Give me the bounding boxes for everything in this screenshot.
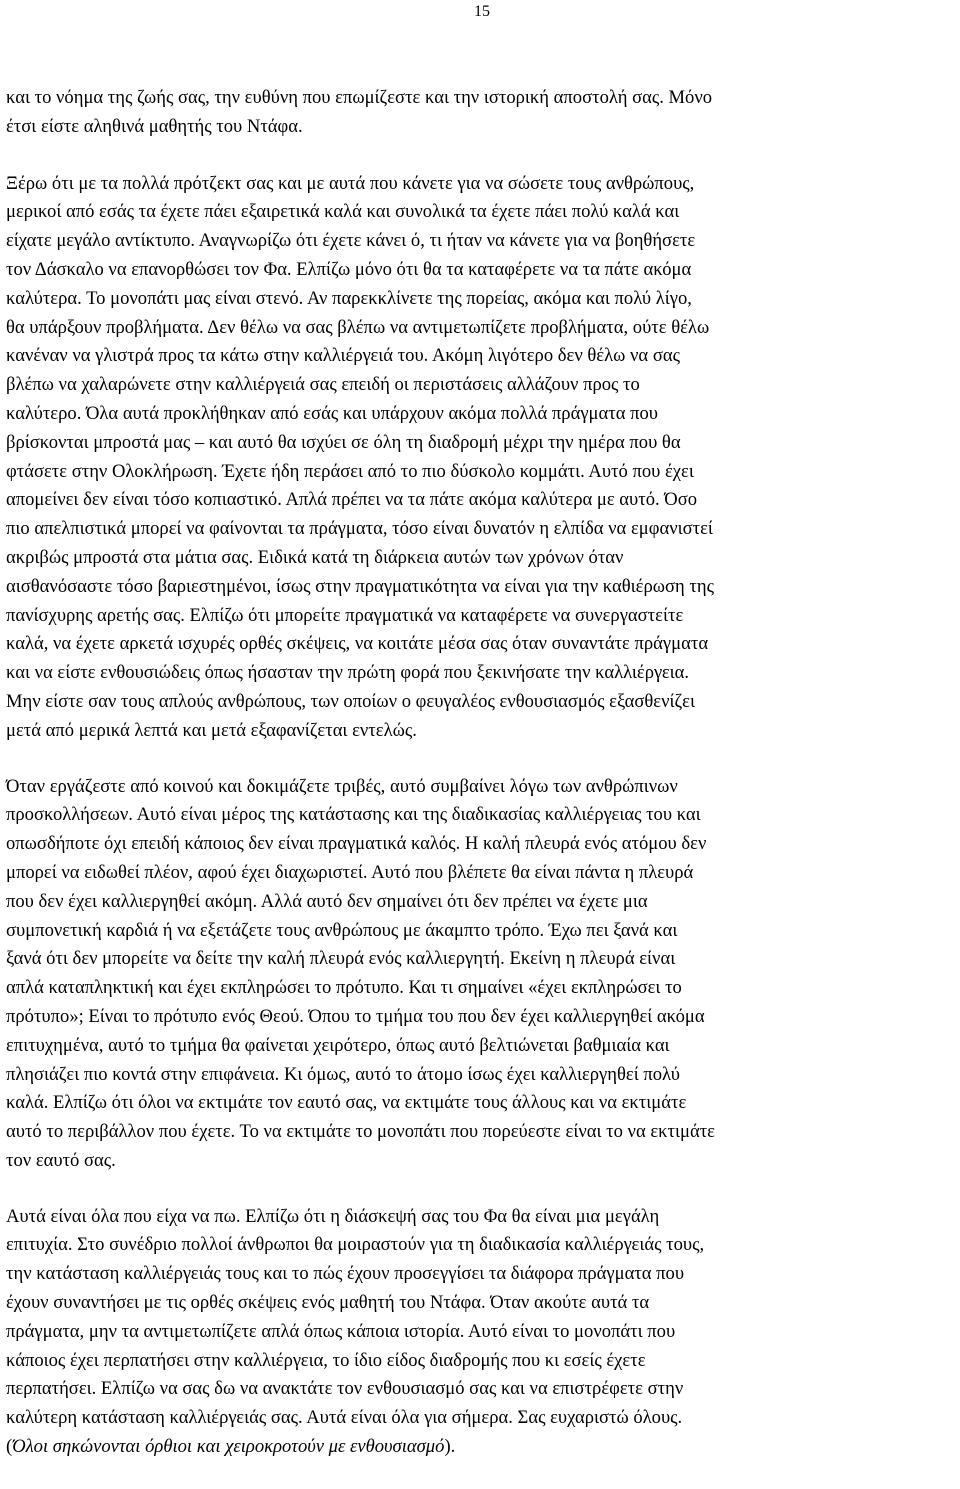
text-line: περπατήσει. Ελπίζω να σας δω να ανακτάτε τον ενθουσιασμό σας και να επιστρέφετε στην: [6, 1378, 684, 1400]
text-line: κανέναν να γλιστρά προς τα κάτω στην καλλιέργειά του. Ακόμη λιγότερο δεν θέλω να σας: [6, 345, 680, 367]
text-line: προσκολλήσεων. Αυτό είναι μέρος της κατάστασης και της διαδικασίας καλλιέργειας του και: [6, 804, 701, 826]
paragraph-3: [6, 773, 952, 1176]
text-line: πλησιάζει πιο κοντά στην επιφάνεια. Κι όμως, αυτό το άτομο ίσως έχει καλλιεργηθεί πολύ: [6, 1063, 680, 1085]
text-line: απομείνει δεν είναι τόσο κοπιαστικό. Απλά πρέπει να τα πάτε ακόμα καλύτερα με αυτό. Όσο: [6, 489, 698, 511]
text-line: ακριβώς μπροστά στα μάτια σας. Ειδικά κατά τη διάρκεια αυτών των χρόνων όταν: [6, 546, 624, 568]
audience-reaction: Όλοι σηκώνονται όρθιοι και χειροκροτούν με ενθουσιασμό: [12, 1436, 445, 1458]
text-line: πανίσχυρης αρετής σας. Ελπίζω ότι μπορείτε πραγματικά να καταφέρετε να συνεργαστείτε: [6, 604, 684, 626]
paragraph-2: [6, 170, 952, 746]
text-line: βρίσκονται μπροστά μας – και αυτό θα ισχύει σε όλη τη διαδρομή μέχρι την ημέρα που θα: [6, 431, 681, 453]
text-line: αυτό το περιβάλλον που έχετε. Το να εκτιμάτε το μονοπάτι που πορεύεστε είναι το να εκτιμάτε: [6, 1121, 715, 1143]
text-line: θα υπάρξουν προβλήματα. Δεν θέλω να σας βλέπω να αντιμετωπίζετε προβλήματα, ούτε θέλω: [6, 316, 710, 338]
text-line: μερικοί από εσάς τα έχετε πάει εξαιρετικά καλά και συνολικά τα έχετε πάει πολύ καλά και: [6, 201, 680, 223]
text-line: πιο απελπιστικά μπορεί να φαίνονται τα πράγματα, τόσο είναι δυνατόν η ελπίδα να εμφανιστεί: [6, 518, 713, 540]
text-line: ξανά ότι δεν μπορείτε να δείτε την καλή πλευρά ενός καλλιεργητή. Εκείνη η πλευρά είναι: [6, 948, 676, 970]
text-line: οπωσδήποτε όχι επειδή κάποιος δεν είναι πραγματικά καλός. Η καλή πλευρά ενός ατόμου δεν: [6, 833, 707, 855]
closing-remark: [6, 1433, 952, 1462]
text-line: επιτυχία. Στο συνέδριο πολλοί άνθρωποι θα μοιραστούν για τη διαδικασία καλλιέργειάς τους,: [6, 1234, 705, 1256]
text-line: καλά, να έχετε αρκετά ισχυρές ορθές σκέψεις, να κοιτάτε μέσα σας όταν συναντάτε πράγματα: [6, 633, 709, 655]
text-line: καλύτερα. Το μονοπάτι μας είναι στενό. Αν παρεκκλίνετε της πορείας, ακόμα και πολύ λίγο,: [6, 287, 692, 309]
text-line: πρότυπο»; Είναι το πρότυπο ενός Θεού. Όπου το τμήμα του που δεν έχει καλλιεργηθεί ακόμα: [6, 1005, 705, 1027]
text-line: μπορεί να ειδωθεί πλέον, αφού έχει διαχωριστεί. Αυτό που βλέπετε θα είναι πάντα η πλευρά: [6, 861, 694, 883]
text-line: Μην είστε σαν τους απλούς ανθρώπους, των οποίων ο φευγαλέος ενθουσιασμός εξασθενίζει: [6, 690, 695, 712]
text-line: είχατε μεγάλο αντίκτυπο. Αναγνωρίζω ότι έχετε κάνει ό, τι ήταν να κάνετε για να βοηθήσετε: [6, 230, 696, 252]
text-line: που δεν έχει καλλιεργηθεί ακόμη. Αλλά αυτό δεν σημαίνει ότι δεν πρέπει να έχετε μια: [6, 890, 648, 912]
text-line: την κατάσταση καλλιέργειάς τους και το πώς έχουν προσεγγίσει τα διάφορα πράγματα που: [6, 1263, 685, 1285]
text-line: τον εαυτό σας.: [6, 1149, 116, 1171]
text-line: έτσι είστε αληθινά μαθητής του Ντάφα.: [6, 115, 303, 137]
text-line: τον Δάσκαλο να επανορθώσει τον Φα. Ελπίζω μόνο ότι θα τα καταφέρετε να τα πάτε ακόμα: [6, 258, 692, 280]
text-line: καλά. Ελπίζω ότι όλοι να εκτιμάτε τον εαυτό σας, να εκτιμάτε τους άλλους και να εκτιμάτε: [6, 1092, 687, 1114]
page-number: 15: [474, 3, 490, 20]
text-line: πράγματα, μην τα αντιμετωπίζετε απλά όπως κάποια ιστορία. Αυτό είναι το μονοπάτι που: [6, 1320, 676, 1342]
text-line: αισθανόσαστε τόσο βαριεστημένοι, ίσως στην πραγματικότητα να είναι για την καθιέρωση της: [6, 575, 714, 597]
open-paren: (: [6, 1436, 13, 1458]
text-line: και το νόημα της ζωής σας, την ευθύνη που επωμίζεστε και την ιστορική αποστολή σας. Μόνο: [6, 87, 713, 108]
text-line: απλά καταπληκτική και έχει εκπληρώσει το πρότυπο. Και τι σημαίνει «έχει εκπληρώσει το: [6, 977, 682, 999]
text-line: Ξέρω ότι με τα πολλά πρότζεκτ σας και με αυτά που κάνετε για να σώσετε τους ανθρώπους,: [6, 172, 695, 194]
text-line: φτάσετε στην Ολοκλήρωση. Έχετε ήδη περάσει από το πιο δύσκολο κομμάτι. Αυτό που έχει: [6, 460, 694, 482]
text-line: Αυτά είναι όλα που είχα να πω. Ελπίζω ότι η διάσκεψή σας του Φα θα είναι μια μεγάλη: [6, 1205, 660, 1227]
text-line: έχουν συναντήσει με τις ορθές σκέψεις ενός μαθητή του Ντάφα. Όταν ακούτε αυτά τα: [6, 1292, 650, 1314]
text-line: καλύτερο. Όλα αυτά προκλήθηκαν από εσάς και υπάρχουν ακόμα πολλά πράγματα που: [6, 402, 658, 424]
close-paren: ).: [444, 1436, 456, 1458]
document-body: [6, 84, 952, 1489]
text-line: επιτυχημένα, αυτό το τμήμα θα φαίνεται χειρότερο, όπως αυτό βελτιώνεται βαθμιαία και: [6, 1034, 670, 1056]
paragraph-1: [6, 84, 952, 142]
text-line: Όταν εργάζεστε από κοινού και δοκιμάζετε τριβές, αυτό συμβαίνει λόγω των ανθρώπινων: [6, 775, 678, 797]
text-line: μετά από μερικά λεπτά και μετά εξαφανίζεται εντελώς.: [6, 719, 417, 741]
text-line: βλέπω να χαλαρώνετε στην καλλιέργειά σας επειδή οι περιστάσεις αλλάζουν προς το: [6, 374, 640, 396]
paragraph-4: [6, 1203, 952, 1462]
text-line: καλύτερη κατάσταση καλλιέργειάς σας. Αυτά είναι όλα για σήμερα. Σας ευχαριστώ όλους.: [6, 1407, 683, 1429]
text-line: και να είστε ενθουσιώδεις όπως ήσασταν την πρώτη φορά που ξεκινήσατε την καλλιέργεια.: [6, 662, 690, 684]
text-line: κάποιος έχει περπατήσει στην καλλιέργεια, το ίδιο είδος διαδρομής που κι εσείς έχετε: [6, 1349, 646, 1371]
text-line: συμπονετική καρδιά ή να εξετάζετε τους ανθρώπους με άκαμπτο τρόπο. Έχω πει ξανά και: [6, 919, 678, 941]
